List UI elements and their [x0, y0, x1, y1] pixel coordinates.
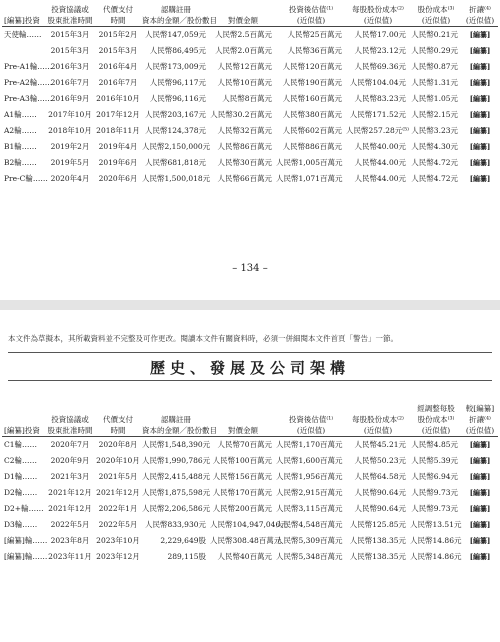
table-cell: 2016年10月	[96, 94, 140, 103]
table-cell: 人民幣1,956百萬元	[276, 472, 343, 481]
investment-table-top	[2, 4, 498, 187]
table-cell: 2023年12月	[96, 552, 140, 561]
table-cell: 人民幣9.73元	[411, 504, 458, 513]
table-cell: 人民幣138.35元	[349, 552, 406, 561]
table-cell: 人民幣8百萬元	[222, 94, 272, 103]
table-cell: 2017年12月	[96, 110, 140, 119]
table-row	[2, 437, 498, 454]
document-page-top	[0, 0, 500, 300]
table-cell: 人民幣4.72元	[411, 174, 458, 183]
column-header: 代價支付	[103, 5, 133, 14]
table-cell: 人民幣104,947,046元	[210, 520, 288, 529]
table-cell: [編纂]	[469, 552, 491, 561]
column-header	[2, 403, 46, 414]
table-cell: D2+輪……	[4, 504, 44, 513]
table-cell: 人民幣1,600百萬元	[276, 456, 343, 465]
column-header	[2, 414, 46, 425]
table-cell: 人民幣70百萬元	[217, 440, 272, 449]
table-row	[2, 43, 498, 59]
table-cell: 人民幣4.85元	[411, 440, 458, 449]
table-cell: 人民幣681,818元	[144, 158, 206, 167]
table-cell: D2輪……	[4, 488, 38, 497]
table-cell: 人民幣44.00元	[354, 174, 406, 183]
table-cell: 2015年3月	[50, 46, 90, 55]
table-row	[2, 91, 498, 107]
table-cell: 人民幣138.35元	[349, 536, 406, 545]
table-cell: 人民幣6.94元	[411, 472, 458, 481]
table-cell: [編纂]	[469, 456, 491, 465]
column-header: 代價支付	[103, 415, 133, 424]
table-cell: B1輪……	[4, 142, 37, 151]
table-cell: Pre-A1輪……	[4, 62, 53, 71]
table-cell: 人民幣833,930元	[144, 520, 206, 529]
page-number: – 134 –	[232, 263, 268, 274]
table-cell: 人民幣12百萬元	[217, 62, 272, 71]
table-cell: 人民幣886百萬元	[282, 142, 342, 151]
column-header: 股東批准時間	[47, 426, 93, 435]
table-cell: 人民幣200百萬元	[212, 504, 272, 513]
column-header: 時間	[94, 425, 142, 437]
header-row	[2, 414, 498, 425]
table-cell: 2016年9月	[50, 94, 90, 103]
table-cell: 2021年12月	[48, 488, 92, 497]
table-cell: 人民幣1.05元	[411, 94, 458, 103]
table-cell: 人民幣1,990,786元	[142, 456, 211, 465]
table-cell: 人民幣120百萬元	[282, 62, 342, 71]
header-row	[2, 15, 498, 27]
table-cell: [編纂]	[469, 30, 491, 39]
table-cell: 人民幣4,548百萬元	[276, 520, 343, 529]
table-row	[2, 139, 498, 155]
table-cell: 2,229,649股	[160, 536, 206, 545]
column-header: 股東批准時間	[47, 16, 93, 25]
column-header: 折讓⁽⁴⁾	[469, 5, 491, 14]
table-cell: Pre-A2輪……	[4, 78, 53, 87]
table-cell: 2020年10月	[96, 456, 140, 465]
investment-table-bottom	[2, 403, 498, 565]
table-cell: 人民幣66百萬元	[217, 174, 272, 183]
draft-notice: 本文件為草擬本，其所載資料並不完整及可作更改。閱讀本文件有關資料時，必須一併細閱本文件首頁「警告」一節。	[8, 334, 398, 343]
column-header: 投資後估值⁽¹⁾	[288, 415, 334, 424]
table-cell: 人民幣3.23元	[411, 126, 458, 135]
table-cell: 人民幣14.86元	[410, 552, 462, 561]
column-header: 股份成本⁽³⁾	[417, 415, 455, 424]
table-cell: 人民幣45.21元	[354, 440, 406, 449]
column-header: (近似值)	[346, 15, 410, 27]
table-cell: 人民幣9.73元	[411, 488, 458, 497]
table-cell: 2018年10月	[48, 126, 92, 135]
table-cell: D1輪……	[4, 472, 38, 481]
table-cell: 人民幣1,005百萬元	[276, 158, 343, 167]
table-cell: 人民幣1.31元	[411, 78, 458, 87]
table-cell: 人民幣4.30元	[411, 142, 458, 151]
table-cell: 人民幣104.04元	[349, 78, 406, 87]
column-header: 股份成本⁽³⁾	[417, 5, 455, 14]
column-header: (近似值)	[276, 15, 346, 27]
table-cell: 人民幣50.23元	[354, 456, 406, 465]
table-cell: 人民幣1,875,598元	[142, 488, 211, 497]
table-cell: 人民幣23.12元	[354, 46, 406, 55]
table-cell: 2019年5月	[50, 158, 90, 167]
section-title: 歷史、發展及公司架構	[149, 359, 350, 377]
table-cell: 2020年8月	[98, 440, 138, 449]
table-cell: A1輪……	[4, 110, 37, 119]
table-cell: 2015年3月	[50, 30, 90, 39]
table-row	[2, 75, 498, 91]
table-cell: [編纂]	[469, 520, 491, 529]
table-cell: 人民幣147,059元	[144, 30, 206, 39]
column-header: [編纂]投資	[2, 425, 46, 437]
column-header: 資本的金額／股份數目	[142, 426, 217, 435]
table-row	[2, 485, 498, 501]
table-cell: 人民幣170百萬元	[212, 488, 272, 497]
table-row	[2, 469, 498, 485]
table-cell	[2, 43, 46, 59]
column-header	[94, 403, 142, 414]
table-cell: 人民幣10百萬元	[217, 78, 272, 87]
table-cell: 人民幣5,309百萬元	[276, 536, 343, 545]
column-header: 對價金額	[210, 15, 276, 27]
column-header	[210, 403, 276, 414]
table-cell: 人民幣25百萬元	[287, 30, 342, 39]
table-cell: [編纂]	[469, 440, 491, 449]
table-cell: 人民幣2,150,000元	[142, 142, 211, 151]
table-cell: 2022年1月	[98, 504, 138, 513]
table-cell: 2021年12月	[96, 488, 140, 497]
table-cell: 2017年10月	[48, 110, 92, 119]
table-row	[2, 501, 498, 517]
table-cell: 人民幣156百萬元	[212, 472, 272, 481]
table-cell: 2019年6月	[98, 158, 138, 167]
table-cell: 人民幣30百萬元	[217, 158, 272, 167]
table-cell: 2020年6月	[98, 174, 138, 183]
table-cell: 2021年5月	[98, 472, 138, 481]
table-cell: 人民幣1,170百萬元	[276, 440, 343, 449]
table-row	[2, 27, 498, 44]
table-cell: [編纂]	[469, 62, 491, 71]
table-cell: [編纂]	[469, 78, 491, 87]
table-cell: B2輪……	[4, 158, 37, 167]
table-cell: 289,115股	[167, 552, 206, 561]
table-cell: 2015年2月	[98, 30, 138, 39]
table-cell: 人民幣160百萬元	[282, 94, 342, 103]
header-row	[2, 4, 498, 15]
table-row	[2, 533, 498, 549]
table-cell: 人民幣3,115百萬元	[276, 504, 343, 513]
table-cell: [編纂]輪……	[4, 536, 48, 545]
table-row	[2, 59, 498, 75]
column-header: 每股股份成本⁽²⁾	[352, 5, 404, 14]
column-header	[46, 403, 94, 414]
table-cell: 人民幣96,117元	[149, 78, 206, 87]
table-cell: 人民幣1,500,018元	[142, 174, 211, 183]
table-cell: 人民幣171.52元	[349, 110, 406, 119]
table-cell: 人民幣4.72元	[411, 158, 458, 167]
table-cell: 人民幣0.29元	[411, 46, 458, 55]
table-row	[2, 453, 498, 469]
table-cell: 2019年2月	[50, 142, 90, 151]
table-cell: 人民幣2,415,488元	[142, 472, 211, 481]
table-cell: [編纂]	[469, 94, 491, 103]
column-header: 經調整每股	[417, 404, 455, 413]
table-cell: [編纂]輪……	[4, 552, 48, 561]
column-header	[346, 403, 410, 414]
table-cell: 2016年7月	[50, 78, 90, 87]
table-cell: 人民幣86百萬元	[217, 142, 272, 151]
table-cell: 人民幣44.00元	[354, 158, 406, 167]
table-cell: 人民幣40百萬元	[217, 552, 272, 561]
table-cell: [編纂]	[469, 110, 491, 119]
table-cell: 人民幣83.23元	[354, 94, 406, 103]
table-cell: 2023年8月	[50, 536, 90, 545]
table-cell: 人民幣2,915百萬元	[276, 488, 343, 497]
table-cell: 2016年7月	[98, 78, 138, 87]
column-header: 認購註冊	[161, 5, 191, 14]
table-cell: 人民幣1,548,390元	[142, 440, 211, 449]
table-cell: 人民幣2,206,586元	[142, 504, 211, 513]
table-row	[2, 171, 498, 187]
table-cell: 2021年12月	[48, 504, 92, 513]
table-cell: 人民幣64.58元	[354, 472, 406, 481]
table-cell: 2019年4月	[98, 142, 138, 151]
table-cell: 人民幣13.51元	[410, 520, 462, 529]
table-cell: 人民幣32百萬元	[217, 126, 272, 135]
table-cell: 2020年9月	[50, 456, 90, 465]
table-cell: 人民幣90.64元	[354, 504, 406, 513]
table-cell: 人民幣190百萬元	[282, 78, 342, 87]
table-cell: 人民幣380百萬元	[282, 110, 342, 119]
column-header	[276, 403, 346, 414]
table-cell: [編纂]	[469, 142, 491, 151]
table-cell: 人民幣203,167元	[144, 110, 206, 119]
table-cell: 2023年11月	[48, 552, 92, 561]
table-cell: 人民幣96,116元	[149, 94, 206, 103]
table-cell: 2023年10月	[96, 536, 140, 545]
table-cell: 人民幣100百萬元	[212, 456, 272, 465]
table-cell: [編纂]	[469, 504, 491, 513]
column-header: 資本的金額／股份數目	[142, 16, 217, 25]
table-cell: 人民幣40.00元	[354, 142, 406, 151]
table-cell: 人民幣30.2百萬元	[210, 110, 272, 119]
table-cell: [編纂]	[469, 126, 491, 135]
table-cell: 人民幣173,009元	[144, 62, 206, 71]
column-header: (近似值)	[276, 425, 346, 437]
table-cell: [編纂]	[469, 174, 491, 183]
table-cell: 2020年4月	[50, 174, 90, 183]
column-header: (近似值)	[462, 425, 498, 437]
table-cell: 人民幣36百萬元	[287, 46, 342, 55]
table-cell: [編纂]	[469, 46, 491, 55]
table-cell: 人民幣86,495元	[149, 46, 206, 55]
table-cell: 2015年3月	[98, 46, 138, 55]
table-cell: 天使輪……	[4, 30, 42, 39]
column-header: 對價金額	[210, 425, 276, 437]
table-cell: 人民幣0.21元	[411, 30, 458, 39]
table-cell: 人民幣90.64元	[354, 488, 406, 497]
column-header: 投資協議或	[51, 415, 89, 424]
table-cell: 2016年3月	[50, 62, 90, 71]
table-cell: 2016年4月	[98, 62, 138, 71]
column-header	[210, 4, 276, 15]
table-cell: 人民幣5.39元	[411, 456, 458, 465]
table-cell: Pre-C輪……	[4, 174, 48, 183]
table-cell: 人民幣69.36元	[354, 62, 406, 71]
column-header	[210, 414, 276, 425]
title-rule-top	[8, 352, 492, 353]
table-cell: 人民幣602百萬元	[282, 126, 342, 135]
column-header	[142, 403, 210, 414]
table-cell: A2輪……	[4, 126, 37, 135]
table-cell: 人民幣125.85元	[349, 520, 406, 529]
table-cell: 2021年3月	[50, 472, 90, 481]
column-header: 較[編纂]	[465, 404, 495, 413]
table-cell: 人民幣124,378元	[144, 126, 206, 135]
page-gap	[0, 300, 500, 310]
column-header: (近似值)	[462, 15, 498, 27]
table-cell: [編纂]	[469, 488, 491, 497]
column-header: (近似值)	[346, 425, 410, 437]
table-cell: [編纂]	[469, 472, 491, 481]
table-cell: 2022年5月	[50, 520, 90, 529]
table-cell: 人民幣257.28元⁽⁵⁾	[346, 126, 409, 135]
title-rule-bottom	[8, 380, 492, 381]
column-header: (近似值)	[410, 15, 462, 27]
table-cell: 人民幣17.00元	[354, 30, 406, 39]
table-cell: 人民幣0.87元	[411, 62, 458, 71]
table-cell: 人民幣2.5百萬元	[215, 30, 272, 39]
table-cell: 人民幣5,348百萬元	[276, 552, 343, 561]
column-header: 投資協議或	[51, 5, 89, 14]
header-row	[2, 425, 498, 437]
table-cell: 2022年5月	[98, 520, 138, 529]
table-cell: [編纂]	[469, 158, 491, 167]
table-cell: 2018年11月	[96, 126, 140, 135]
table-cell: C2輪……	[4, 456, 38, 465]
table-row	[2, 155, 498, 171]
column-header: [編纂]投資	[2, 15, 46, 27]
table-cell: D3輪……	[4, 520, 38, 529]
table-cell: 人民幣2.15元	[411, 110, 458, 119]
table-row	[2, 517, 498, 533]
column-header: 時間	[94, 15, 142, 27]
column-header: 折讓⁽⁴⁾	[469, 415, 491, 424]
table-cell: 人民幣2.0百萬元	[215, 46, 272, 55]
table-cell: Pre-A3輪……	[4, 94, 53, 103]
column-header: 投資後估值⁽¹⁾	[288, 5, 334, 14]
header-row	[2, 403, 498, 414]
column-header: (近似值)	[410, 425, 462, 437]
table-cell: 2020年7月	[50, 440, 90, 449]
table-row	[2, 107, 498, 123]
table-cell: 人民幣14.86元	[410, 536, 462, 545]
table-cell: C1輪……	[4, 440, 38, 449]
table-row	[2, 123, 498, 139]
column-header	[2, 4, 46, 15]
table-row	[2, 549, 498, 565]
table-cell: [編纂]	[469, 536, 491, 545]
table-cell: 人民幣308.48百萬元	[210, 536, 282, 545]
column-header: 每股股份成本⁽²⁾	[352, 415, 404, 424]
column-header: 認購註冊	[161, 415, 191, 424]
table-cell: 人民幣1,071百萬元	[276, 174, 343, 183]
